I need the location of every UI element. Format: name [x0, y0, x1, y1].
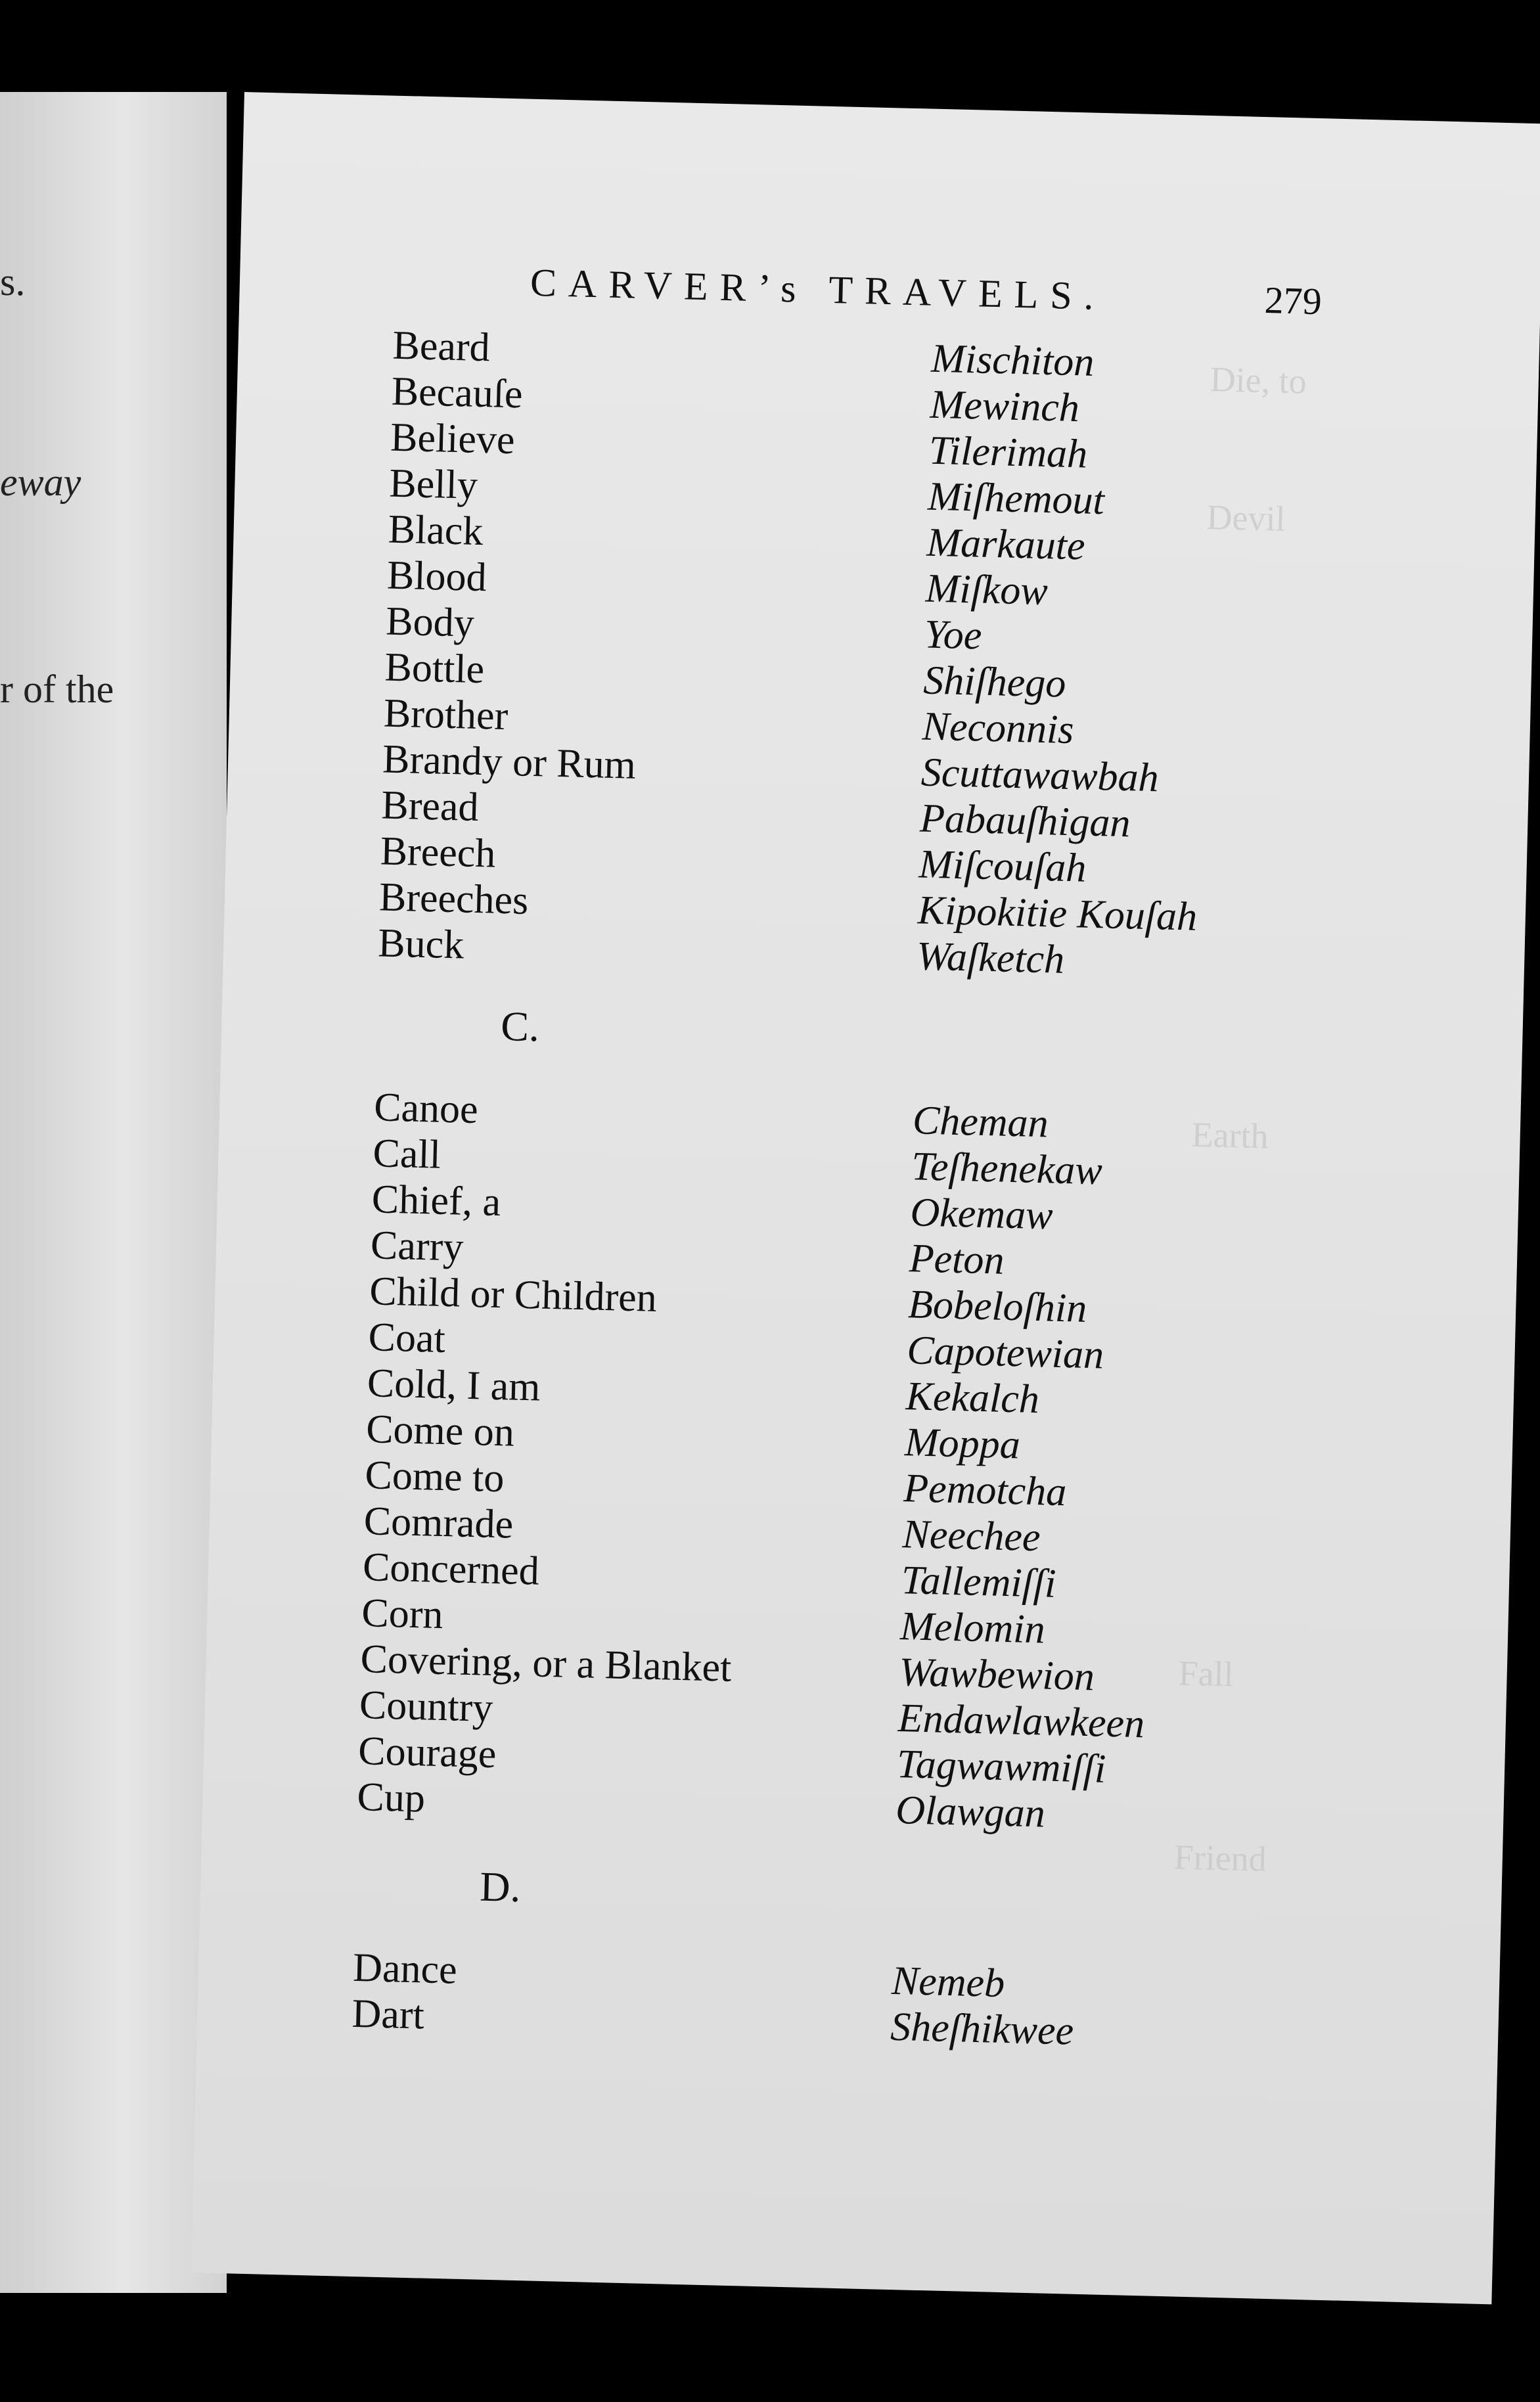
english-word: Coat — [367, 1315, 446, 1362]
indian-word: Tagwawmiſſi — [896, 1742, 1107, 1792]
section-letter-d: D. — [479, 1863, 522, 1911]
english-word: Brandy or Rum — [382, 736, 637, 788]
indian-word: Melomin — [899, 1604, 1046, 1652]
indian-word: Neconnis — [921, 704, 1075, 753]
page-number: 279 — [1263, 279, 1323, 323]
indian-word: Cheman — [912, 1098, 1049, 1146]
indian-word: Pabauſhigan — [919, 796, 1131, 846]
english-word: Brother — [383, 691, 509, 739]
show-through-text: Fall — [1177, 1653, 1234, 1694]
show-through-text: Devil — [1206, 497, 1286, 539]
english-word: Becauſe — [391, 369, 524, 417]
english-word: Dance — [352, 1945, 458, 1993]
english-word: Dart — [351, 1991, 425, 2038]
indian-word: Waſketch — [916, 934, 1065, 982]
show-through-text: Friend — [1173, 1837, 1267, 1879]
english-word: Black — [387, 507, 484, 555]
english-word: Comrade — [363, 1499, 514, 1547]
running-head: CARVER’s TRAVELS. — [530, 260, 1106, 319]
indian-word: Miſcouſah — [918, 842, 1087, 891]
english-word: Concerned — [362, 1545, 540, 1594]
indian-word: Yoe — [924, 612, 983, 658]
indian-word: Pemotcha — [903, 1466, 1068, 1515]
indian-word: Scuttawawbah — [920, 750, 1160, 801]
show-through-text: Die, to — [1210, 359, 1307, 401]
english-word: Believe — [390, 415, 516, 463]
indian-word: Peton — [909, 1236, 1005, 1283]
facing-page-fragment — [0, 92, 227, 2293]
indian-word: Shiſhego — [922, 658, 1067, 706]
indian-word: Kipokitie Kouſah — [917, 888, 1198, 940]
indian-word: Miſhemout — [927, 474, 1105, 524]
indian-word: Markaute — [926, 520, 1086, 569]
english-word: Bread — [380, 782, 480, 830]
facing-page-word-fragment: eway — [0, 461, 81, 504]
english-word: Cup — [356, 1774, 426, 1821]
english-word: Child or Children — [369, 1269, 658, 1321]
english-word: Chief, a — [371, 1177, 501, 1225]
facing-page-line-fragment: r of the — [0, 668, 114, 711]
indian-word: Miſkow — [925, 566, 1049, 614]
indian-word: Okemaw — [909, 1190, 1054, 1238]
english-word: Come on — [365, 1407, 515, 1455]
english-word: Bottle — [384, 645, 486, 692]
english-word: Belly — [388, 461, 478, 508]
indian-word: Tilerimah — [928, 428, 1088, 477]
english-word: Beard — [392, 323, 491, 371]
indian-word: Sheſhikwee — [890, 2004, 1074, 2054]
english-word: Country — [359, 1683, 494, 1731]
show-through-text: Earth — [1190, 1114, 1269, 1156]
section-letter-c: C. — [500, 1002, 540, 1051]
indian-word: Tallemiſſi — [901, 1558, 1057, 1606]
indian-word: Mischiton — [930, 336, 1095, 385]
english-word: Covering, or a Blanket — [359, 1637, 733, 1690]
english-word: Blood — [386, 553, 487, 600]
english-word: Body — [385, 599, 475, 646]
indian-word: Bobeloſhin — [907, 1282, 1088, 1331]
indian-word: Capotewian — [906, 1328, 1104, 1378]
book-page — [191, 92, 1540, 2304]
indian-word: Neechee — [901, 1512, 1041, 1560]
indian-word: Olawgan — [895, 1788, 1046, 1836]
english-word: Carry — [370, 1223, 464, 1270]
facing-page-heading-fragment: s. — [0, 260, 26, 304]
english-word: Canoe — [373, 1085, 479, 1133]
indian-word: Endawlawkeen — [897, 1696, 1145, 1747]
indian-word: Teſhenekaw — [911, 1144, 1103, 1194]
english-word: Buck — [377, 920, 465, 968]
english-word: Breech — [380, 828, 497, 876]
english-word: Cold, I am — [367, 1361, 541, 1410]
indian-word: Mewinch — [929, 382, 1080, 431]
english-word: Corn — [361, 1591, 444, 1638]
indian-word: Nemeb — [891, 1958, 1006, 2006]
indian-word: Kekalch — [905, 1374, 1040, 1422]
english-word: Breeches — [378, 874, 530, 923]
english-word: Come to — [364, 1453, 505, 1501]
english-word: Call — [372, 1131, 442, 1177]
indian-word: Moppa — [904, 1420, 1021, 1468]
english-word: Courage — [357, 1728, 497, 1777]
indian-word: Wawbewion — [898, 1650, 1095, 1700]
